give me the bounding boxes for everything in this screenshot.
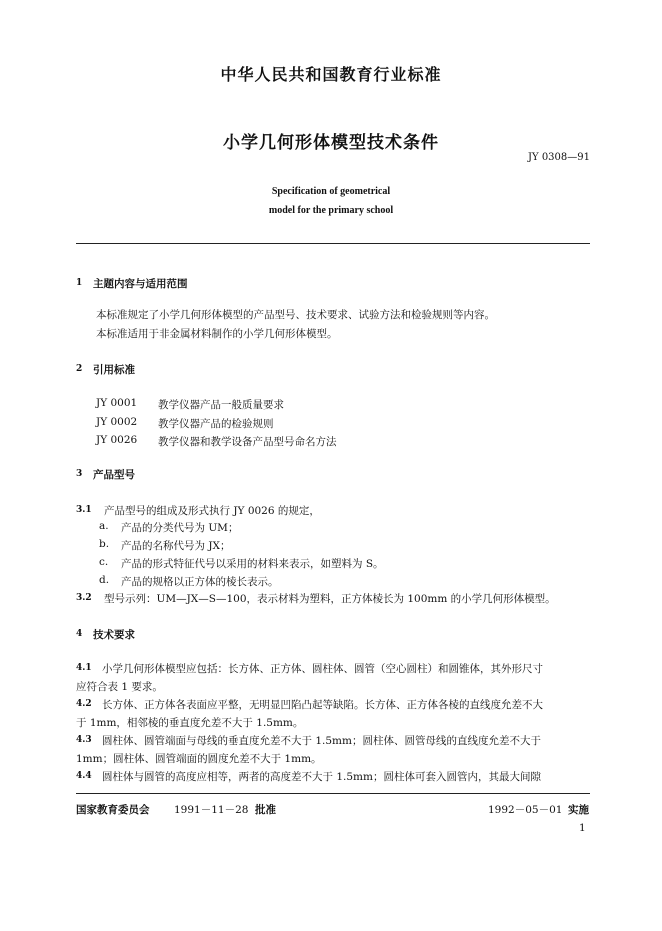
section-heading: 产品型号 bbox=[93, 469, 135, 481]
section-heading: 技术要求 bbox=[93, 629, 135, 641]
clause-text: 应符合表 1 要求。 bbox=[76, 681, 163, 693]
reference-title: 教学仪器产品的检验规则 bbox=[158, 418, 274, 430]
standard-number: JY 0308—91 bbox=[528, 152, 590, 163]
section-number: 2 bbox=[76, 364, 83, 374]
approval-organization: 国家教育委员会 bbox=[76, 804, 150, 816]
section-heading: 主题内容与适用范围 bbox=[93, 278, 188, 290]
implementation-label: 实施 bbox=[568, 804, 589, 816]
clause-text: 圆柱体、圆管端面与母线的垂直度允差不大于 1.5mm；圆柱体、圆管母线的直线度允差不大于 bbox=[102, 735, 541, 747]
header-rule bbox=[76, 243, 590, 244]
footer-rule bbox=[76, 793, 590, 794]
english-title-line1: Specification of geometrical bbox=[271, 186, 391, 197]
clause-text: 于 1mm，相邻棱的垂直度允差不大于 1.5mm。 bbox=[76, 717, 304, 729]
clause-text: 1mm；圆柱体、圆管端面的圆度允差不大于 1mm。 bbox=[76, 753, 322, 765]
section-heading: 引用标准 bbox=[93, 364, 135, 376]
list-label: c. bbox=[99, 556, 109, 568]
page-number: 1 bbox=[579, 822, 586, 834]
paragraph: 本标准适用于非金属材料制作的小学几何形体模型。 bbox=[96, 328, 338, 340]
document-title: 小学几何形体模型技术条件 bbox=[223, 133, 439, 153]
clause-text: 型号示列：UM—JX—S—100，表示材料为塑料，正方体棱长为 100mm 的小学几何形体模型。 bbox=[104, 593, 556, 605]
reference-title: 教学仪器和教学设备产品型号命名方法 bbox=[158, 436, 337, 448]
clause-number: 3.2 bbox=[76, 593, 92, 603]
paragraph: 本标准规定了小学几何形体模型的产品型号、技术要求、试验方法和检验规则等内容。 bbox=[96, 309, 495, 321]
reference-title: 教学仪器产品一般质量要求 bbox=[158, 399, 284, 411]
list-item: 产品的分类代号为 UM； bbox=[121, 522, 239, 534]
section-number: 3 bbox=[76, 469, 83, 479]
clause-number: 4.4 bbox=[76, 771, 92, 781]
list-label: a. bbox=[99, 520, 109, 532]
list-item: 产品的形式特征代号以采用的材料来表示，如塑料为 S。 bbox=[121, 558, 384, 570]
approval-date: 1991－11－28 bbox=[174, 804, 249, 816]
issuing-organization: 中华人民共和国教育行业标准 bbox=[220, 65, 442, 84]
clause-text: 小学几何形体模型应包括：长方体、正方体、圆柱体、圆管（空心圆柱）和圆锥体，其外形尺寸 bbox=[102, 663, 543, 675]
section-number: 4 bbox=[76, 629, 83, 639]
section-number: 1 bbox=[76, 278, 83, 288]
implementation-date: 1992－05－01 bbox=[488, 804, 563, 816]
clause-text: 产品型号的组成及形式执行 JY 0026 的规定， bbox=[104, 505, 320, 517]
clause-number: 3.1 bbox=[76, 505, 92, 515]
clause-text: 圆柱体与圆管的高度应相等，两者的高度差不大于 1.5mm；圆柱体可套入圆管内，其最大间隙 bbox=[102, 771, 541, 783]
clause-number: 4.3 bbox=[76, 735, 92, 745]
english-title-line2: model for the primary school bbox=[268, 205, 394, 216]
list-item: 产品的规格以正方体的棱长表示。 bbox=[121, 576, 279, 588]
reference-code: JY 0002 bbox=[96, 416, 138, 428]
list-label: b. bbox=[99, 538, 110, 550]
list-label: d. bbox=[99, 574, 110, 586]
clause-number: 4.1 bbox=[76, 663, 92, 673]
reference-code: JY 0026 bbox=[96, 434, 138, 446]
list-item: 产品的名称代号为 JX； bbox=[121, 540, 231, 552]
reference-code: JY 0001 bbox=[96, 397, 138, 409]
clause-number: 4.2 bbox=[76, 699, 92, 709]
approval-label: 批准 bbox=[255, 804, 276, 816]
clause-text: 长方体、正方体各表面应平整，无明显凹陷凸起等缺陷。长方体、正方体各棱的直线度允差不大 bbox=[102, 699, 543, 711]
